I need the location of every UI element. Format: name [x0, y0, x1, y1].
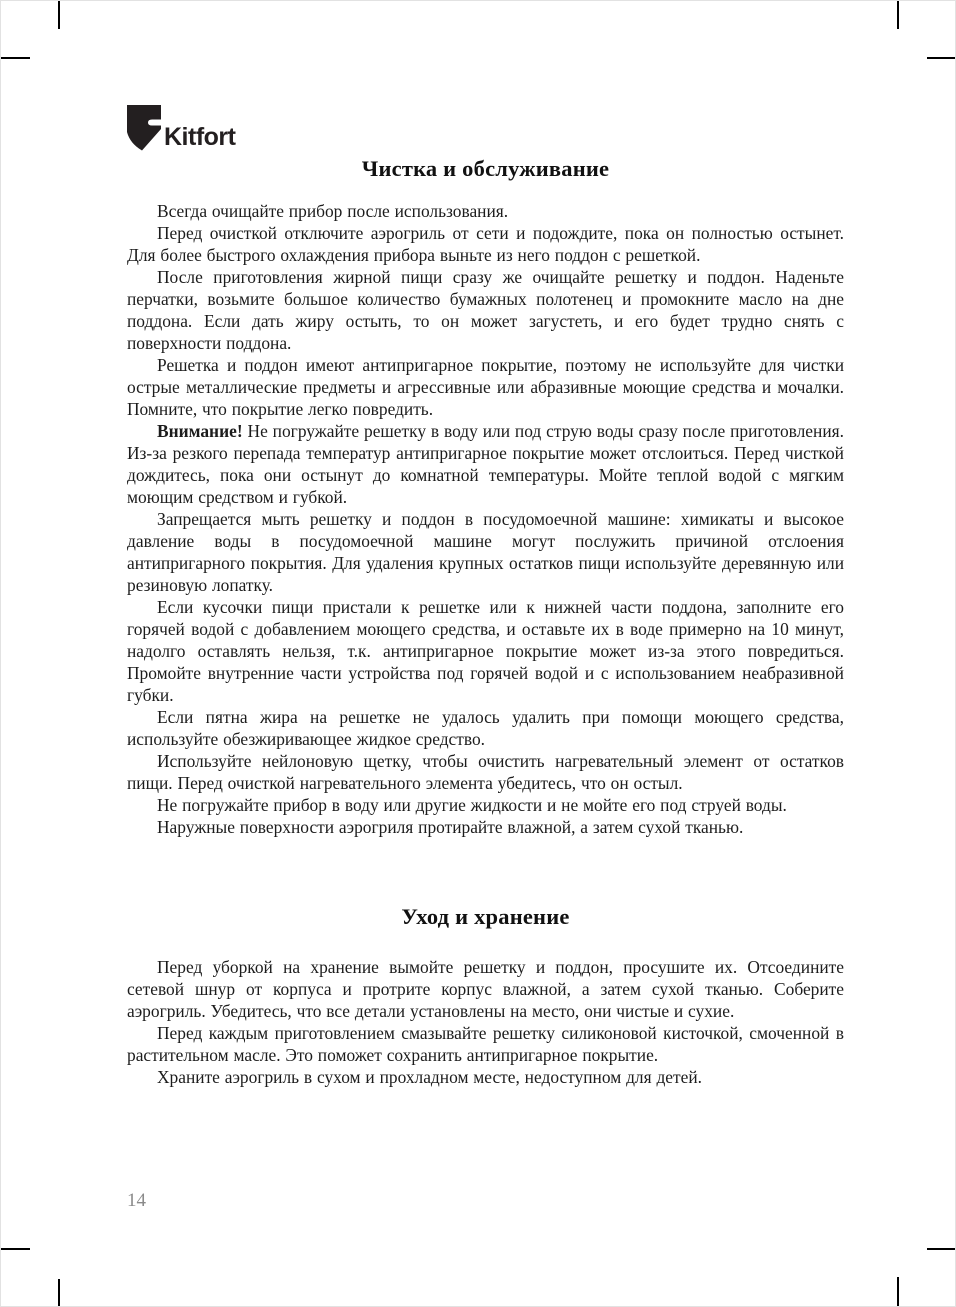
crop-mark: [897, 1277, 899, 1307]
crop-mark: [927, 1248, 956, 1250]
paragraph: Перед каждым приготовлением смазывайте решетку силиконовой кисточкой, смоченной в растительном масле. Это поможет сохранить антипригарное покрытие.: [127, 1023, 844, 1065]
paragraph: Запрещается мыть решетку и поддон в посудомоечной машине: химикаты и высокое давление воды в посудомоечной машине могут послужить причиной отслоения антипригарного покрытия. Для удаления крупных остатков пищи используйте деревянную или резиновую лопатку.: [127, 509, 844, 595]
paragraph: После приготовления жирной пищи сразу же очищайте решетку и поддон. Наденьте перчатки, возьмите большое количество бумажных полотенец и промокните масло на дне поддона. Если дать жиру остыть, то он может загустеть, и его будет трудно снять с поверхности поддона.: [127, 267, 844, 353]
paragraph: Решетка и поддон имеют антипригарное покрытие, поэтому не используйте для чистки острые металлические предметы и агрессивные или абразивные моющие средства и мочалки. Помните, что покрытие легко повредить.: [127, 355, 844, 419]
crop-mark: [1, 57, 30, 59]
document-body: [127, 1, 844, 1088]
paragraph: Перед очисткой отключите аэрогриль от сети и подождите, пока он полностью остынет. Для более быстрого охлаждения прибора выньте из него поддон с решеткой.: [127, 223, 844, 265]
warning-label: Внимание!: [157, 421, 243, 441]
crop-mark: [927, 57, 956, 59]
crop-mark: [1, 1248, 30, 1250]
crop-mark: [58, 1, 60, 29]
paragraph: Если пятна жира на решетке не удалось удалить при помощи моющего средства, используйте обезжиривающее жидкое средство.: [127, 707, 844, 749]
section-title-care-storage: Уход и хранение: [401, 904, 570, 929]
paragraph: Всегда очищайте прибор после использования.: [157, 201, 509, 221]
paragraph: Используйте нейлоновую щетку, чтобы очистить нагревательный элемент от остатков пищи. Перед очисткой нагревательного элемента убедитесь, что он остыл.: [127, 751, 844, 793]
section-title-cleaning: Чистка и обслуживание: [361, 156, 610, 181]
crop-mark: [897, 1, 899, 29]
kitfort-logo-wordmark: Kitfort: [164, 123, 236, 151]
paragraph: Наружные поверхности аэрогриля протирайте влажной, а затем сухой тканью.: [157, 817, 744, 837]
section-cleaning: [127, 156, 844, 838]
crop-mark: [58, 1279, 60, 1307]
warning-text: Не погружайте решетку в воду или под струю воды сразу после приготовления. Из-за резкого перепада температур антипригарное покрытие может отслоиться. Перед чисткой дождитесь, пока они остынут до комнатной температуры. Мойте теплой водой с мягким моющим средством и губкой.: [127, 421, 844, 507]
paragraph: Не погружайте прибор в воду или другие жидкости и не мойте его под струей воды.: [157, 795, 787, 815]
section-care-storage: [127, 904, 844, 1088]
paragraph: Храните аэрогриль в сухом и прохладном месте, недоступном для детей.: [157, 1067, 702, 1087]
paragraph: Перед уборкой на хранение вымойте решетку и поддон, просушите их. Отсоедините сетевой шнур от корпуса и протрите корпус влажной, а затем сухой тканью. Соберите аэрогриль. Убедитесь, что все детали установлены на место, они чистые и сухие.: [127, 957, 844, 1021]
paragraph: Если кусочки пищи пристали к решетке или к нижней части поддона, заполните его горячей водой с добавлением моющего средства, и оставьте их в воде примерно на 10 минут, надолго оставлять нельзя, т.к. антипригарное покрытие может из-за этого повредиться. Промойте внутренние части устройства под горячей водой и с использованием неабразивной губки.: [127, 597, 844, 705]
page-number: 14: [127, 1190, 146, 1211]
paragraph-warning: [127, 420, 844, 508]
